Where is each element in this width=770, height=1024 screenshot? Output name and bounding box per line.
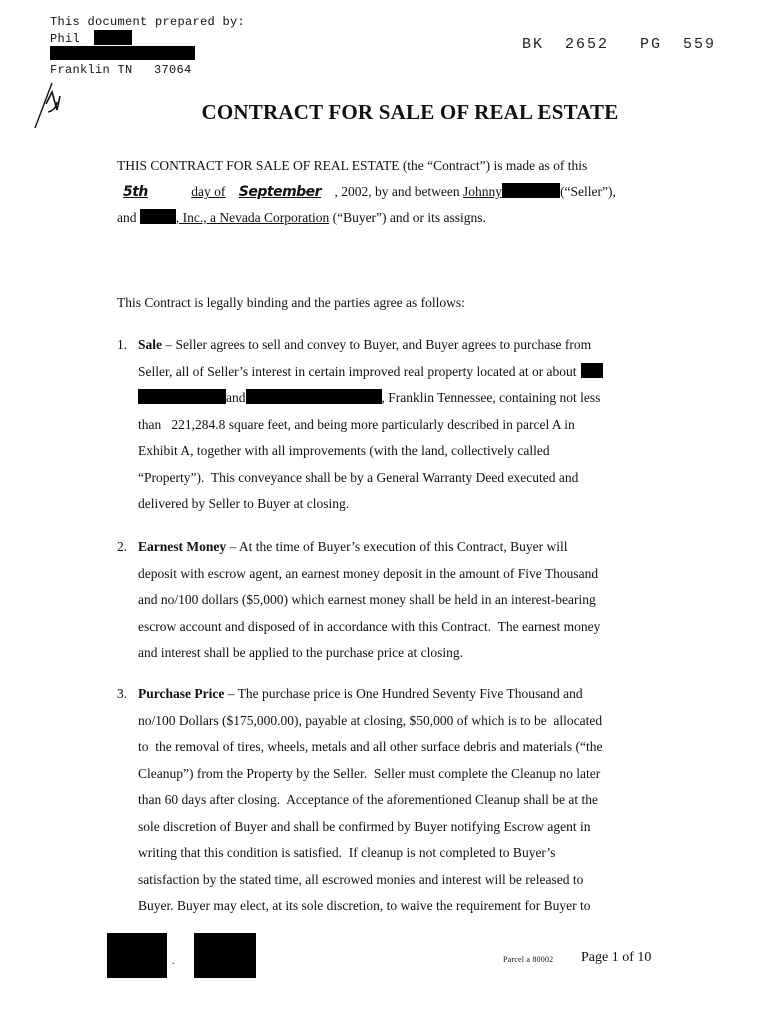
section-number: 1. <box>117 337 128 352</box>
section-text: – The purchase price is One Hundred Seventy Five Thousand and <box>224 686 583 701</box>
redaction-block <box>50 46 195 60</box>
section-number: 3. <box>117 686 128 701</box>
parcel-code: Parcel a 80002 <box>503 955 554 964</box>
section-text: Buyer. Buyer may elect, at its sole discretion, to waive the requirement for Buyer to <box>138 898 591 913</box>
section-text: satisfaction by the stated time, all escrowed monies and interest will be released to <box>138 871 584 887</box>
intro-paragraph <box>117 153 657 231</box>
section-number: 2. <box>117 539 128 554</box>
zip-code: 37064 <box>154 63 192 77</box>
section-text: than 60 days after closing. Acceptance of the aforementioned Cleanup shall be at the <box>138 792 598 807</box>
section-text: no/100 Dollars ($175,000.00), payable at closing, $50,000 of which is to be allocated <box>138 712 603 728</box>
day-of-label: day of <box>191 184 226 199</box>
handwritten-month: September <box>238 184 322 200</box>
page-number: Page 1 of 10 <box>581 950 652 965</box>
redaction-block <box>502 183 560 198</box>
section-text: sole discretion of Buyer and shall be confirmed by Buyer notifying Escrow agent in <box>138 818 591 834</box>
section-text: and no/100 dollars ($5,000) which earnest money shall be held in an interest-bearing <box>138 592 596 607</box>
redaction-block <box>138 389 226 404</box>
city-state: Franklin TN <box>50 63 133 77</box>
book-page-reference <box>522 36 716 53</box>
section-text: , Franklin Tennessee, containing not less <box>381 390 601 405</box>
book-number: BK 2652 <box>522 36 610 53</box>
handwritten-day: 5th <box>123 184 148 200</box>
prepared-by-block <box>50 14 245 78</box>
section-text: Seller, all of Seller’s interest in certain improved real property located at or about <box>138 363 577 379</box>
prepared-by-label: This document prepared by: <box>50 15 246 29</box>
section-text: deposit with escrow agent, an earnest money deposit in the amount of Five Thousand <box>138 565 599 581</box>
section-text: and <box>226 390 246 405</box>
buyer-role: (“Buyer”) and or its assigns. <box>332 210 486 225</box>
buyer-company: , Inc., a Nevada Corporation <box>175 210 330 225</box>
seller-role: (“Seller”), <box>560 184 616 199</box>
intro-line-1: THIS CONTRACT FOR SALE OF REAL ESTATE (the “Contract”) is made as of this <box>117 158 588 173</box>
section-text: escrow account and disposed of in accordance with this Contract. The earnest money <box>138 618 601 634</box>
section-text: than 221,284.8 square feet, and being more particularly described in parcel A in <box>138 416 575 432</box>
redaction-block <box>581 363 603 378</box>
section-text: delivered by Seller to Buyer at closing. <box>138 496 350 511</box>
seller-first-name: Johnny <box>463 184 503 199</box>
page-number-ref: PG 559 <box>640 36 717 53</box>
section-heading: Purchase Price <box>138 686 225 701</box>
section-text: Exhibit A, together with all improvements (with the land, collectively called <box>138 443 550 458</box>
legally-binding-line: This Contract is legally binding and the parties agree as follows: <box>117 295 465 310</box>
footer-dot: . <box>172 956 175 967</box>
section-text: – Seller agrees to sell and convey to Buyer, and Buyer agrees to purchase from <box>162 337 592 352</box>
redaction-block <box>246 389 382 404</box>
section-heading: Sale <box>138 337 163 352</box>
footer-redaction-left <box>107 933 167 978</box>
redaction-block <box>94 30 132 45</box>
redaction-block <box>140 209 176 224</box>
section-text: – At the time of Buyer’s execution of this Contract, Buyer will <box>226 539 568 554</box>
section-text: and interest shall be applied to the purchase price at closing. <box>138 645 464 660</box>
footer-redaction-right <box>194 933 256 978</box>
document-title: CONTRACT FOR SALE OF REAL ESTATE <box>201 100 619 124</box>
section-heading: Earnest Money <box>138 539 227 554</box>
section-text: writing that this condition is satisfied. If cleanup is not completed to Buyer’s <box>138 845 556 860</box>
year-text: , 2002, by and between <box>334 184 460 199</box>
section-text: “Property”). This conveyance shall be by a General Warranty Deed executed and <box>138 469 579 485</box>
section-text: Cleanup”) from the Property by the Seller. Seller must complete the Cleanup no later <box>138 765 601 781</box>
section-text: to the removal of tires, wheels, metals and all other surface debris and materials (“the <box>138 739 603 754</box>
and-label: and <box>117 210 137 225</box>
preparer-first-name: Phil <box>50 32 81 46</box>
